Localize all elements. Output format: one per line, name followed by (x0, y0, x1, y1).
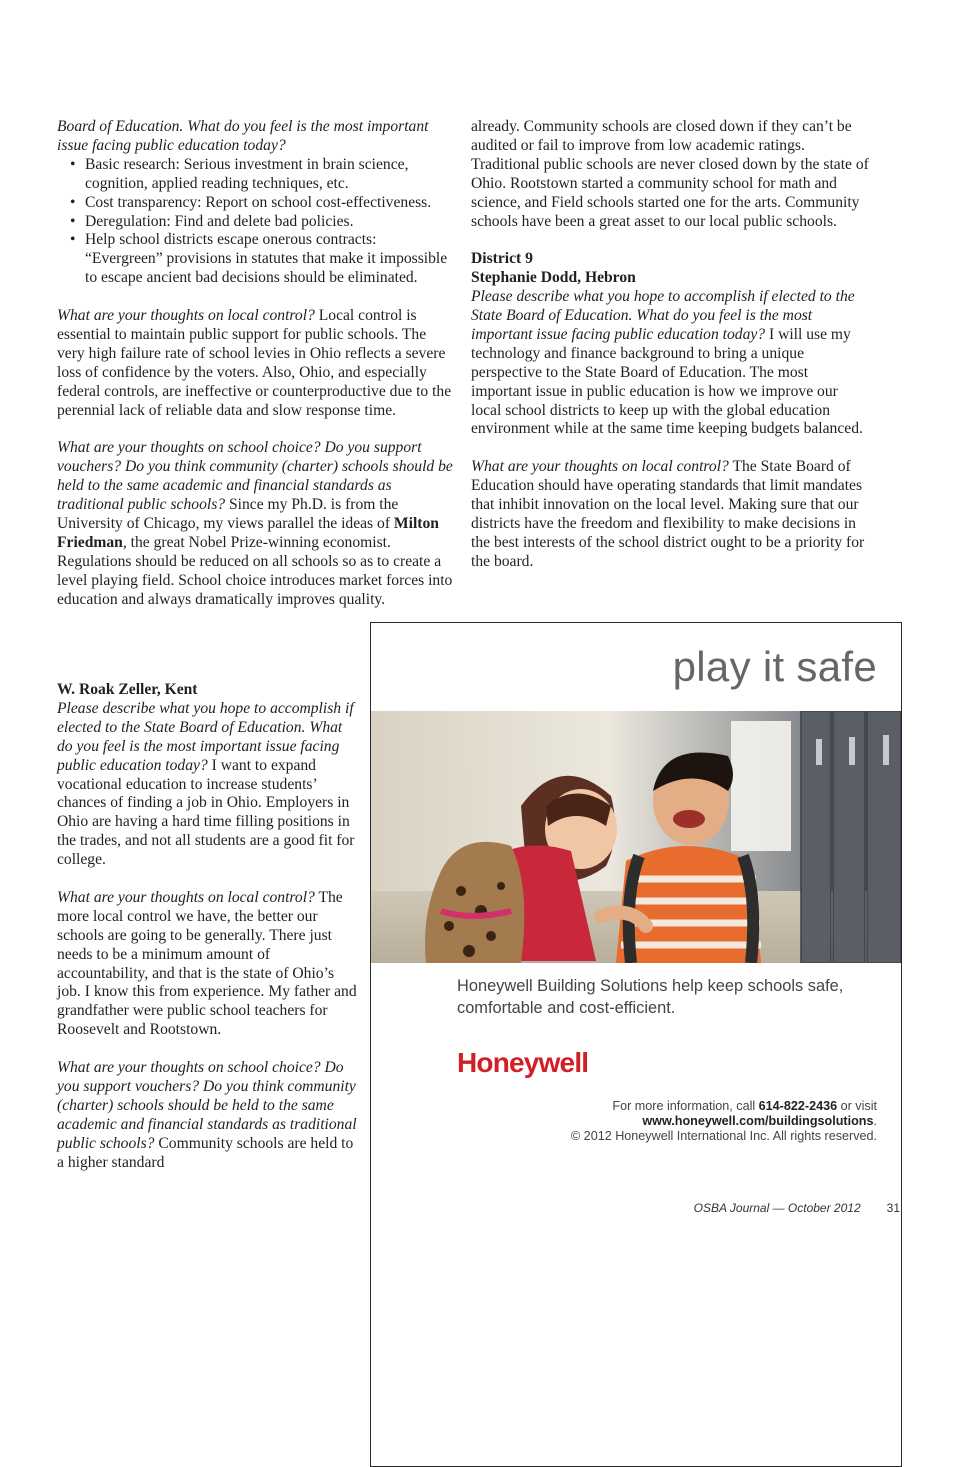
ad-photo-children (371, 711, 901, 963)
answer-text: I want to expand vocational education to increase students’ chances of finding a job in Ohio. Employers in Ohio are having a hard time filling positions in the trades, and not all students are a good fit for college. (57, 756, 355, 869)
answer-text: Community schools are held to a higher standard (57, 1134, 354, 1171)
left-column-top (57, 118, 457, 628)
phone-number: 614-822-2436 (758, 1099, 838, 1113)
question-text: What are your thoughts on local control? (471, 458, 729, 476)
answer-text: Since my Ph.D. is from the University of Chicago, my views parallel the ideas of (57, 496, 399, 532)
paragraph (57, 889, 357, 1040)
answer-text: Local control is essential to maintain public support for public schools. The very high failure rate of school levies in Ohio reflects a severe loss of confidence by the voters. Also, Ohio, and especially federal controls, are ineffective or counterproductive due to the perennial lack of reliable data and slow response time. (57, 307, 452, 419)
question-text: What are your thoughts on school choice? Do you support vouchers? Do you think community (charter) schools should be held to the same academic and financial standards as traditional public schools? (57, 1059, 357, 1152)
paragraph (471, 458, 871, 571)
honeywell-logo: Honeywell (457, 1047, 589, 1078)
children-photo-illustration (371, 711, 901, 963)
page-number: 31 (886, 1201, 900, 1215)
ad-tagline: Honeywell Building Solutions help keep schools safe, comfortable and cost-efficient. (457, 977, 844, 1017)
emphasis-name: Milton Friedman (57, 515, 439, 551)
question-text: Please describe what you hope to accomplish if elected to the State Board of Education. What do you feel is the most important issue facing public education today? (57, 699, 354, 774)
answer-text: The more local control we have, the better our schools are going to be generally. There just needs to be a minimum amount of accountability, and that is the state of Ohio’s job. I know this from experience. My father and grandfather were public school teachers for Roosevelt and Rootstown. (57, 888, 357, 1039)
district-heading: District 9 (471, 250, 533, 268)
ad-contact-info: For more information, call 614-822-2436 or visit www.honeywell.com/buildingsolutions. © 2012 Honeywell International Inc. All rights reserved. (570, 1099, 877, 1143)
question-text: What are your thoughts on local control? (57, 888, 315, 906)
paragraph (57, 439, 457, 609)
website-url: www.honeywell.com/buildingsolutions (642, 1114, 874, 1128)
copyright-text: © 2012 Honeywell International Inc. All rights reserved. (570, 1129, 877, 1143)
paragraph (57, 1059, 357, 1172)
honeywell-advertisement (370, 622, 902, 1467)
contact-text: or visit (837, 1099, 877, 1113)
list-item: • Deregulation: Find and delete bad policies. (85, 213, 457, 232)
candidate-name: Stephanie Dodd, Hebron (471, 269, 636, 287)
paragraph (57, 700, 357, 870)
left-column-bottom (57, 681, 357, 1191)
contact-text: For more information, call (612, 1099, 759, 1113)
question-text: Please describe what you hope to accomplish if elected to the State Board of Education. What do you feel is the most important issue facing public education today? (471, 288, 855, 343)
paragraph: already. Community schools are closed down if they can’t be audited or fail to improve from low academic ratings. Traditional public schools are never closed down by the state of Ohio. Rootstown started a community school for math and science, and Field schools started one for the arts. Community schools have been a great asset to our local public schools. (471, 118, 869, 230)
list-item: • Basic research: Serious investment in brain science, cognition, applied reading techniques, etc. (85, 156, 457, 194)
right-column (471, 118, 871, 591)
answer-text: , the great Nobel Prize-winning economist. Regulations should be reduced on all schools so as to create a level playing field. School choice introduces market forces into education and always dramatically improves quality. (57, 533, 453, 608)
paragraph (471, 288, 871, 439)
bullet-list (57, 156, 457, 288)
question-text: What are your thoughts on school choice? Do you support vouchers? Do you think community (charter) schools should be held to the same academic and financial standards as traditional public schools? (57, 439, 453, 514)
answer-text: The State Board of Education should have operating standards that limit mandates that inhibit innovation on the local level. Making sure that our districts have the freedom and flexibility to make decisions in the best interests of the school district ought to be a priority for the board. (471, 458, 865, 570)
list-item: • Help school districts escape onerous contracts: “Evergreen” provisions in statutes that make it impossible to escape ancient bad decisions should be eliminated. (85, 231, 457, 288)
question-text: Board of Education. What do you feel is the most important issue facing public education today? (57, 118, 429, 154)
ad-headline: play it safe (672, 643, 877, 690)
question-text: What are your thoughts on local control? (57, 307, 315, 325)
journal-name: OSBA Journal — October 2012 (693, 1201, 861, 1215)
list-item: • Cost transparency: Report on school cost-effectiveness. (85, 194, 457, 213)
candidate-name: W. Roak Zeller, Kent (57, 681, 198, 698)
page-footer (694, 1201, 900, 1215)
answer-text: I will use my technology and finance background to bring a unique perspective to the State Board of Education. The most important issue in public education is how we improve our local school districts to keep up with the global education environment while at the same time keeping budgets balanced. (471, 325, 863, 438)
paragraph (57, 307, 457, 420)
